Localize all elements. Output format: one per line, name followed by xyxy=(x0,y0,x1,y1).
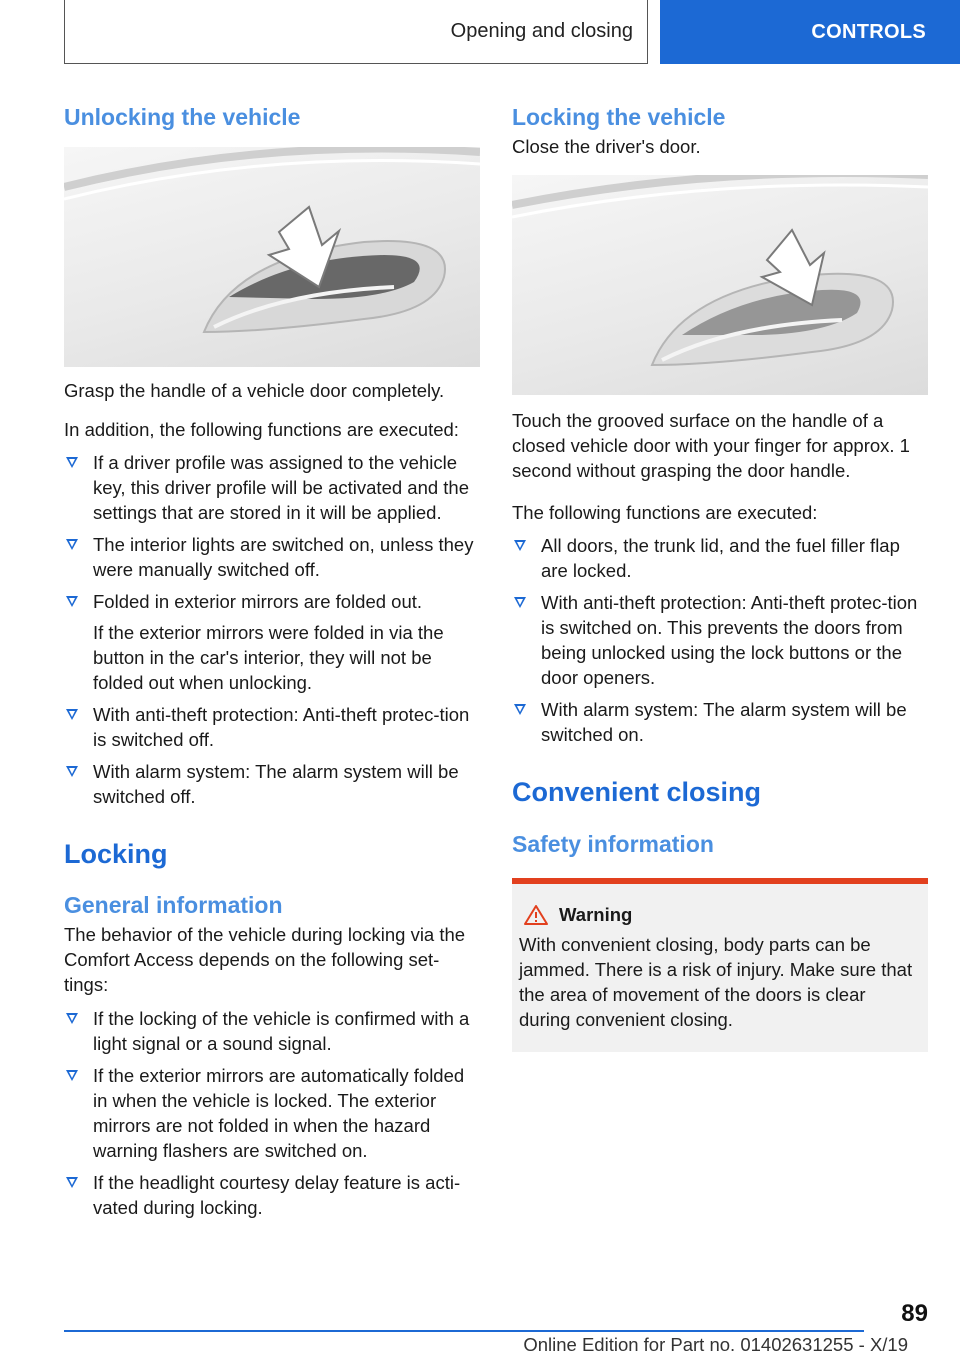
general-info-list xyxy=(64,1006,480,1220)
list-item: Folded in exterior mirrors are folded out. If the exterior mirrors were folded in via the button in the car's interior, they will not be folded out when unlocking. xyxy=(64,589,480,695)
list-triangle-icon xyxy=(66,1013,78,1024)
safety-info-heading: Safety information xyxy=(512,831,714,857)
unlock-list xyxy=(64,450,480,809)
page-number: 89 xyxy=(901,1300,928,1327)
footer-edition: Online Edition for Part no. 01402631255 - X/19 xyxy=(523,1334,908,1355)
list-triangle-icon xyxy=(66,766,78,777)
lock-para-1: Close the driver's door. xyxy=(512,136,701,157)
unlock-para-2: In addition, the following functions are executed: xyxy=(64,419,459,440)
list-triangle-icon xyxy=(514,540,526,551)
lock-para-2: Touch the grooved surface on the handle of a closed vehicle door with your finger for approx. 1 second without grasping the door handle. xyxy=(512,410,910,481)
list-item: If a driver profile was assigned to the vehicle key, this driver profile will be activated and the settings that are stored in it will be applied. xyxy=(64,450,480,525)
convenient-closing-heading: Convenient closing xyxy=(512,777,762,807)
list-item: All doors, the trunk lid, and the fuel filler flap are locked. xyxy=(512,533,928,583)
header-section-box xyxy=(64,0,648,64)
left-column xyxy=(64,100,480,1227)
list-item: If the headlight courtesy delay feature is acti-vated during locking. xyxy=(64,1170,480,1220)
list-triangle-icon xyxy=(66,1177,78,1188)
lock-list xyxy=(512,533,928,747)
warning-text: With convenient closing, body parts can be jammed. There is a risk of injury. Make sure that the area of movement of the doors is clear during convenient closing. xyxy=(519,934,913,1030)
locking-heading: Locking xyxy=(64,839,168,869)
lock-vehicle-heading: Locking the vehicle xyxy=(512,104,726,130)
header-section-title: Opening and closing xyxy=(450,20,633,42)
lock-door-handle-image xyxy=(512,175,928,395)
list-item: With anti-theft protection: Anti-theft protec-tion is switched off. xyxy=(64,702,480,752)
list-triangle-icon xyxy=(66,539,78,550)
warning-triangle-icon xyxy=(523,904,549,926)
right-column xyxy=(512,100,928,1052)
general-info-para: The behavior of the vehicle during locking via the Comfort Access depends on the following set-tings: xyxy=(64,924,466,995)
warning-header xyxy=(519,904,921,926)
list-item: With anti-theft protection: Anti-theft protec-tion is switched on. This prevents the doors from being unlocked using the lock buttons or the door openers. xyxy=(512,590,928,690)
lock-para-3: The following functions are executed: xyxy=(512,502,818,523)
general-info-heading: General information xyxy=(64,892,283,918)
list-triangle-icon xyxy=(66,1070,78,1081)
list-triangle-icon xyxy=(66,709,78,720)
unlock-heading: Unlocking the vehicle xyxy=(64,104,301,130)
list-item-continuation: If the exterior mirrors were folded in via the button in the car's interior, they will not be folded out when unlocking. xyxy=(93,622,444,693)
list-item: If the exterior mirrors are automatically folded in when the vehicle is locked. The exterior mirrors are not folded in when the hazard warning flashers are switched on. xyxy=(64,1063,480,1163)
unlock-para-1: Grasp the handle of a vehicle door completely. xyxy=(64,380,445,401)
list-triangle-icon xyxy=(514,597,526,608)
warning-box xyxy=(512,878,928,1052)
header-chapter-tab xyxy=(660,0,960,64)
list-item: With alarm system: The alarm system will be switched off. xyxy=(64,759,480,809)
list-triangle-icon xyxy=(66,457,78,468)
header-chapter-title: CONTROLS xyxy=(811,20,926,43)
list-item: With alarm system: The alarm system will be switched on. xyxy=(512,697,928,747)
footer-divider xyxy=(64,1330,864,1332)
list-item: If the locking of the vehicle is confirmed with a light signal or a sound signal. xyxy=(64,1006,480,1056)
list-triangle-icon xyxy=(66,596,78,607)
list-item: The interior lights are switched on, unless they were manually switched off. xyxy=(64,532,480,582)
list-triangle-icon xyxy=(514,704,526,715)
unlock-door-handle-image xyxy=(64,147,480,367)
warning-title: Warning xyxy=(559,904,633,925)
